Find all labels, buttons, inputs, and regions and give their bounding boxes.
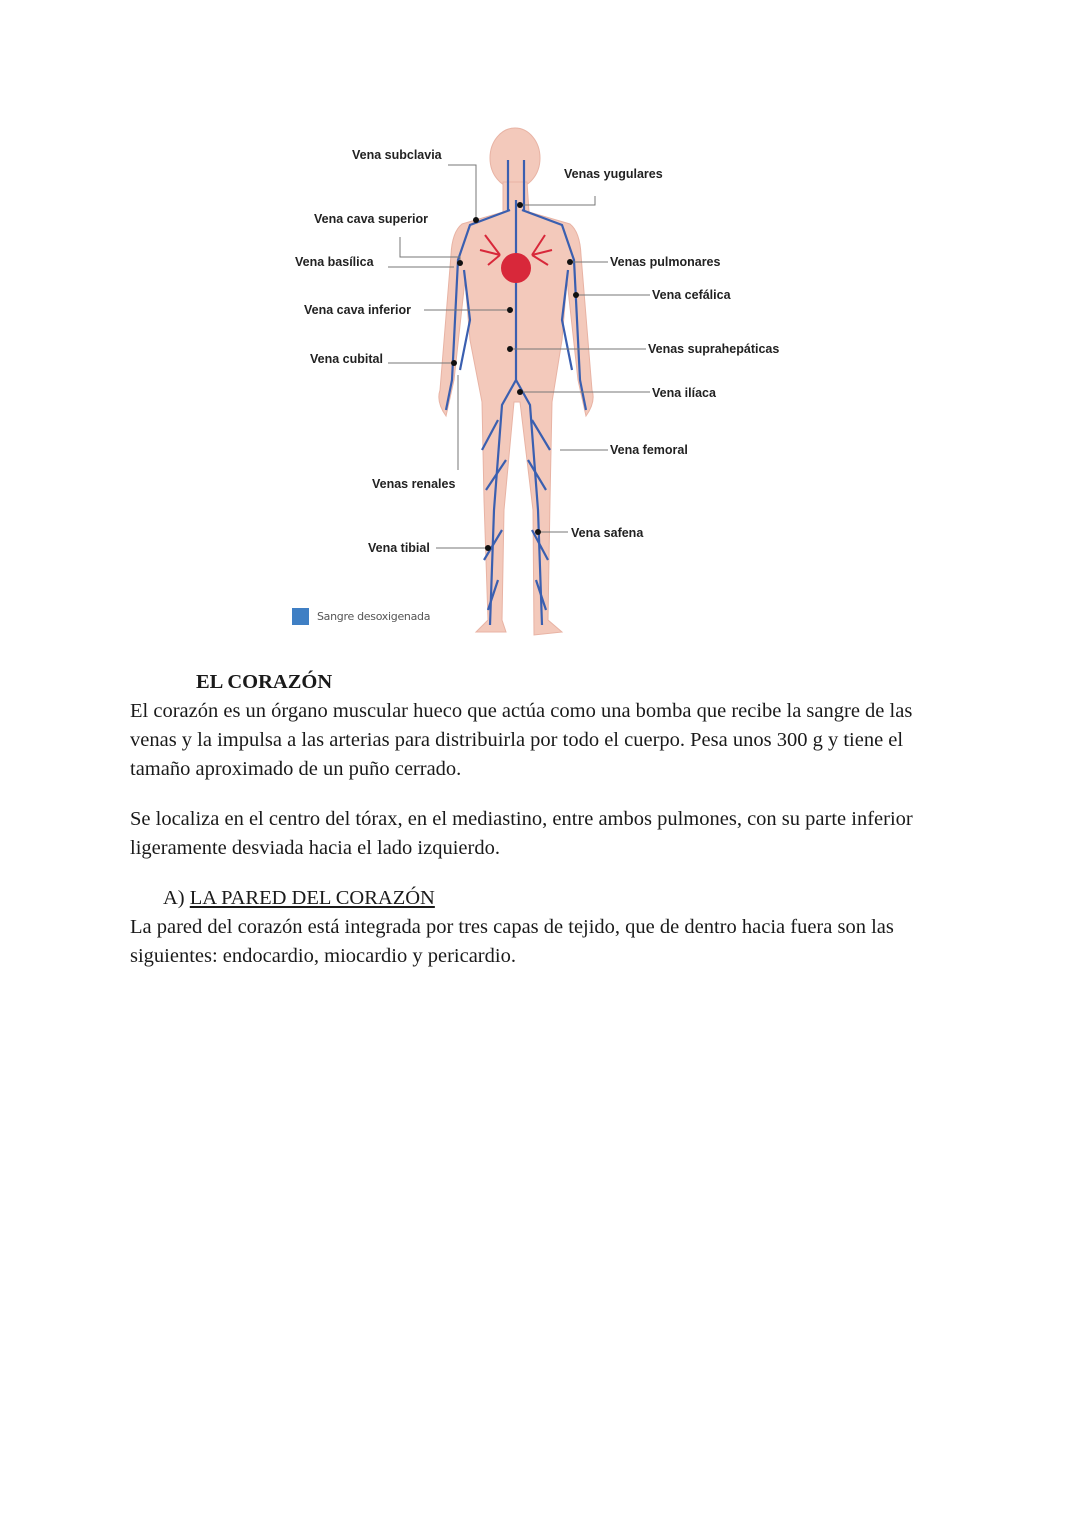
subsection-heading — [163, 884, 950, 913]
label-vena-safena: Vena safena — [571, 526, 644, 540]
legend-text: Sangre desoxigenada — [317, 610, 431, 623]
legend — [292, 608, 430, 625]
label-vena-cubital: Vena cubital — [310, 352, 383, 366]
human-body-illustration — [270, 120, 830, 650]
legend-swatch — [292, 608, 309, 625]
document-body — [130, 668, 950, 971]
section-heading: EL CORAZÓN — [196, 671, 333, 693]
label-vena-tibial: Vena tibial — [368, 541, 430, 555]
label-vena-cava-inferior: Vena cava inferior — [304, 303, 412, 317]
venous-system-diagram — [270, 120, 830, 650]
label-vena-cava-superior: Vena cava superior — [314, 212, 428, 226]
label-vena-cefalica: Vena cefálica — [652, 288, 731, 302]
label-venas-renales: Venas renales — [372, 477, 456, 491]
label-venas-pulmonares: Venas pulmonares — [610, 255, 721, 269]
label-vena-femoral: Vena femoral — [610, 443, 688, 457]
paragraph-wall: La pared del corazón está integrada por tres capas de tejido, que de dentro hacia fuera son las siguientes: endocardio, miocardio y pericardio. — [130, 916, 894, 967]
label-vena-iliaca: Vena ilíaca — [652, 386, 716, 400]
label-venas-yugulares: Venas yugulares — [564, 167, 663, 181]
label-vena-subclavia: Vena subclavia — [352, 148, 442, 162]
paragraph-definition: El corazón es un órgano muscular hueco que actúa como una bomba que recibe la sangre de las venas y la impulsa a las arterias para distribuirla por todo el cuerpo. Pesa unos 300 g y tiene el tamaño aproximado de un puño cerrado. — [130, 700, 913, 780]
subsection-title: LA PARED DEL CORAZÓN — [189, 887, 435, 909]
paragraph-location: Se localiza en el centro del tórax, en el mediastino, entre ambos pulmones, con su parte inferior ligeramente desviada hacia el lado izquierdo. — [130, 808, 913, 859]
subsection-marker: A) — [163, 887, 185, 909]
label-venas-suprahepaticas: Venas suprahepáticas — [648, 342, 780, 356]
label-vena-basilica: Vena basílica — [295, 255, 374, 269]
